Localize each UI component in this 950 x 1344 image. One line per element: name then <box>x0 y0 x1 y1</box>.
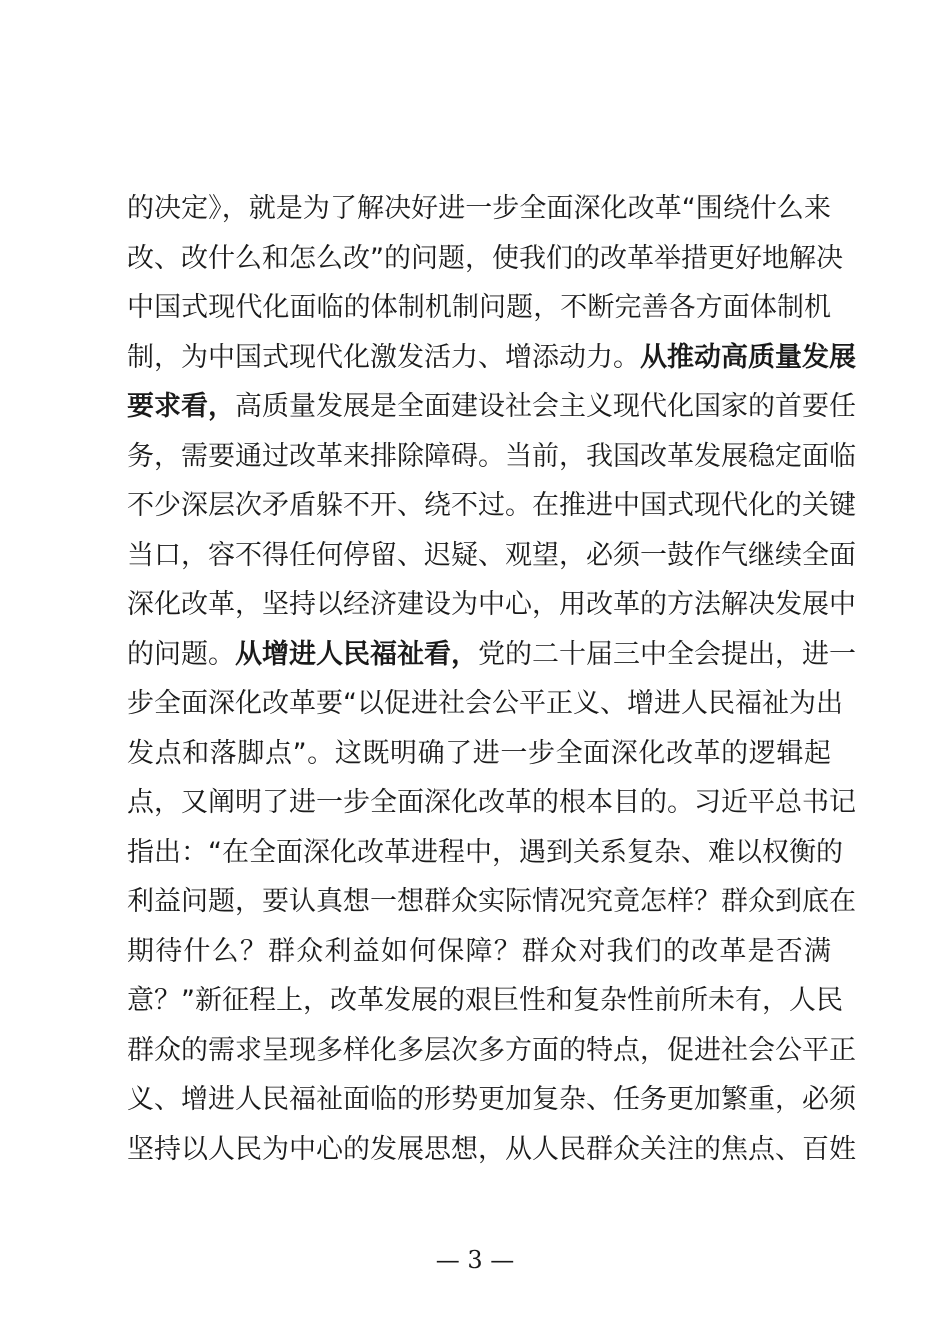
text-line <box>127 630 856 680</box>
text-line <box>127 382 856 432</box>
body-text <box>127 184 856 1174</box>
bold-heading-phrase: 从推动高质量发展 <box>640 341 856 373</box>
text-segment: 点，又阐明了进一步全面深化改革的根本目的。习近平总书记 <box>127 787 856 818</box>
text-segment: 群众的需求呈现多样化多层次多方面的特点，促进社会公平正 <box>127 1034 856 1066</box>
text-line <box>127 729 831 779</box>
text-line <box>127 234 843 284</box>
text-line <box>127 481 856 531</box>
text-segment: 步全面深化改革要“以促进社会公平正义、增进人民福祉为出 <box>127 688 843 719</box>
text-segment: 务，需要通过改革来排除障碍。当前，我国改革发展稳定面临 <box>127 440 856 472</box>
text-line <box>127 679 843 729</box>
text-line <box>127 927 831 977</box>
text-line <box>127 432 856 482</box>
text-line <box>127 184 831 234</box>
text-segment: 坚持以人民为中心的发展思想，从人民群众关注的焦点、百姓 <box>127 1133 856 1165</box>
text-segment: 改、改什么和怎么改”的问题，使我们的改革举措更好地解决 <box>127 242 843 274</box>
text-segment: 利益问题，要认真想一想群众实际情况究竟怎样？群众到底在 <box>127 886 856 917</box>
text-line <box>127 877 856 927</box>
text-segment: 指出：“在全面深化改革进程中，遇到关系复杂、难以权衡的 <box>127 836 843 868</box>
text-line <box>127 778 856 828</box>
text-segment: 的决定》，就是为了解决好进一步全面深化改革“围绕什么来 <box>127 193 831 224</box>
text-line <box>127 976 843 1026</box>
text-segment: 当口，容不得任何停留、迟疑、观望，必须一鼓作气继续全面 <box>127 539 856 571</box>
text-segment: 党的二十届三中全会提出，进一 <box>478 638 856 670</box>
page-number: — 3 — <box>435 1246 515 1274</box>
text-segment: 深化改革，坚持以经济建设为中心，用改革的方法解决发展中 <box>127 589 856 620</box>
text-segment: 义、增进人民福祉面临的形势更加复杂、任务更加繁重，必须 <box>127 1084 856 1115</box>
text-segment: 高质量发展是全面建设社会主义现代化国家的首要任 <box>235 391 856 422</box>
text-line <box>127 333 856 383</box>
text-line <box>127 580 856 630</box>
text-line <box>127 828 843 878</box>
text-segment: 发点和落脚点”。这既明确了进一步全面深化改革的逻辑起 <box>127 737 831 769</box>
text-line <box>127 1125 856 1175</box>
text-line <box>127 1075 856 1125</box>
text-segment: 意？”新征程上，改革发展的艰巨性和复杂性前所未有，人民 <box>127 985 843 1016</box>
text-segment: 不少深层次矛盾躲不开、绕不过。在推进中国式现代化的关键 <box>127 490 856 521</box>
text-segment: 期待什么？群众利益如何保障？群众对我们的改革是否满 <box>127 935 831 967</box>
text-segment: 中国式现代化面临的体制机制问题，不断完善各方面体制机 <box>127 292 831 323</box>
text-line <box>127 283 831 333</box>
text-segment: 的问题。 <box>127 638 235 670</box>
bold-heading-phrase: 从增进人民福祉看， <box>235 638 478 670</box>
text-line <box>127 1026 856 1076</box>
bold-heading-phrase: 要求看， <box>127 391 235 422</box>
text-segment: 制，为中国式现代化激发活力、增添动力。 <box>127 341 640 373</box>
text-line <box>127 531 856 581</box>
